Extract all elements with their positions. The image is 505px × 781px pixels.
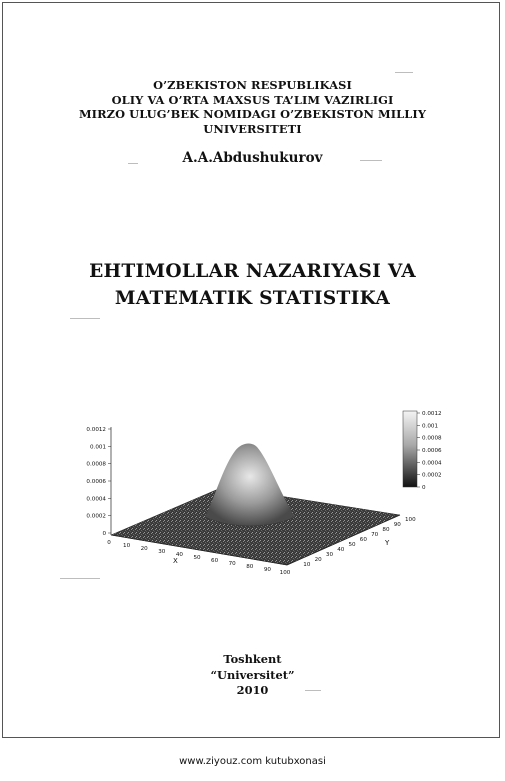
book-title (40, 258, 465, 312)
title-line: MATEMATIK STATISTIKA (114, 288, 391, 309)
scan-speck (360, 160, 382, 161)
header-line: OLIY VA O’RTA MAXSUS TA’LIM VAZIRLIGI (111, 92, 394, 107)
z-tick-label: 0 (102, 531, 106, 537)
publisher-name: “Universitet” (210, 667, 295, 682)
colorbar-tick-label: 0.0004 (422, 460, 442, 467)
z-tick-label: 0.0002 (86, 513, 106, 520)
x-tick-label: 60 (211, 558, 219, 564)
x-tick-label: 100 (279, 570, 291, 576)
scan-speck (70, 318, 100, 319)
y-tick-label: 30 (325, 552, 334, 558)
x-axis-label: X (173, 557, 178, 565)
y-tick-label: 10 (303, 562, 311, 568)
x-tick-label: 0 (107, 540, 111, 546)
colorbar-tick-label: 0.0012 (422, 411, 442, 417)
y-tick-label: 100 (405, 517, 416, 523)
x-tick-label: 90 (263, 567, 271, 573)
author-name: A.A.Abdushukurov (182, 150, 323, 166)
colorbar-tick-label: 0 (422, 485, 426, 491)
y-tick-label: 90 (393, 522, 401, 528)
y-tick-label: 20 (314, 557, 322, 563)
x-tick-label: 70 (228, 561, 236, 567)
x-tick-label: 50 (193, 555, 201, 561)
y-tick-label: 70 (371, 532, 379, 538)
surface-plot (55, 405, 450, 590)
z-tick-label: 0.0004 (86, 496, 106, 503)
y-tick-label: 50 (348, 542, 356, 548)
scan-speck (305, 690, 321, 691)
footer-link[interactable]: www.ziyouz.com kutubxonasi (179, 756, 326, 767)
x-tick-label: 10 (123, 543, 131, 549)
surface-plot-figure (55, 405, 450, 590)
colorbar-tick-label: 0.0006 (422, 448, 442, 454)
publisher-city: Toshkent (223, 652, 282, 666)
z-tick-label: 0.0012 (86, 427, 106, 433)
y-tick-label: 60 (359, 537, 367, 543)
x-tick-label: 40 (175, 552, 183, 558)
x-tick-label: 20 (140, 546, 148, 552)
colorbar (403, 411, 417, 487)
colorbar-tick-label: 0.0008 (422, 435, 442, 442)
title-line: EHTIMOLLAR NAZARIYASI VA (89, 261, 416, 282)
x-tick-label: 80 (246, 564, 254, 570)
scan-speck (128, 163, 138, 164)
publisher-year: 2010 (236, 683, 269, 697)
institution-header (60, 78, 445, 136)
scan-speck (60, 578, 100, 579)
z-tick-label: 0.001 (89, 444, 106, 451)
y-axis-label: Y (385, 539, 390, 547)
header-line: O’ZBEKISTON RESPUBLIKASI (153, 78, 352, 92)
header-line: UNIVERSITETI (203, 121, 302, 136)
header-line: MIRZO ULUG’BEK NOMIDAGI O’ZBEKISTON MILLIY (78, 107, 427, 122)
colorbar-tick-label: 0.001 (422, 423, 439, 430)
z-tick-label: 0.0008 (86, 461, 106, 468)
y-tick-label: 40 (337, 547, 345, 553)
surface-peak (205, 444, 295, 526)
colorbar-tick-label: 0.0002 (422, 472, 442, 479)
publisher-block (150, 652, 355, 699)
z-tick-label: 0.0006 (86, 479, 106, 485)
x-tick-label: 30 (158, 549, 166, 555)
y-tick-label: 80 (382, 527, 390, 533)
scan-speck (395, 72, 413, 73)
